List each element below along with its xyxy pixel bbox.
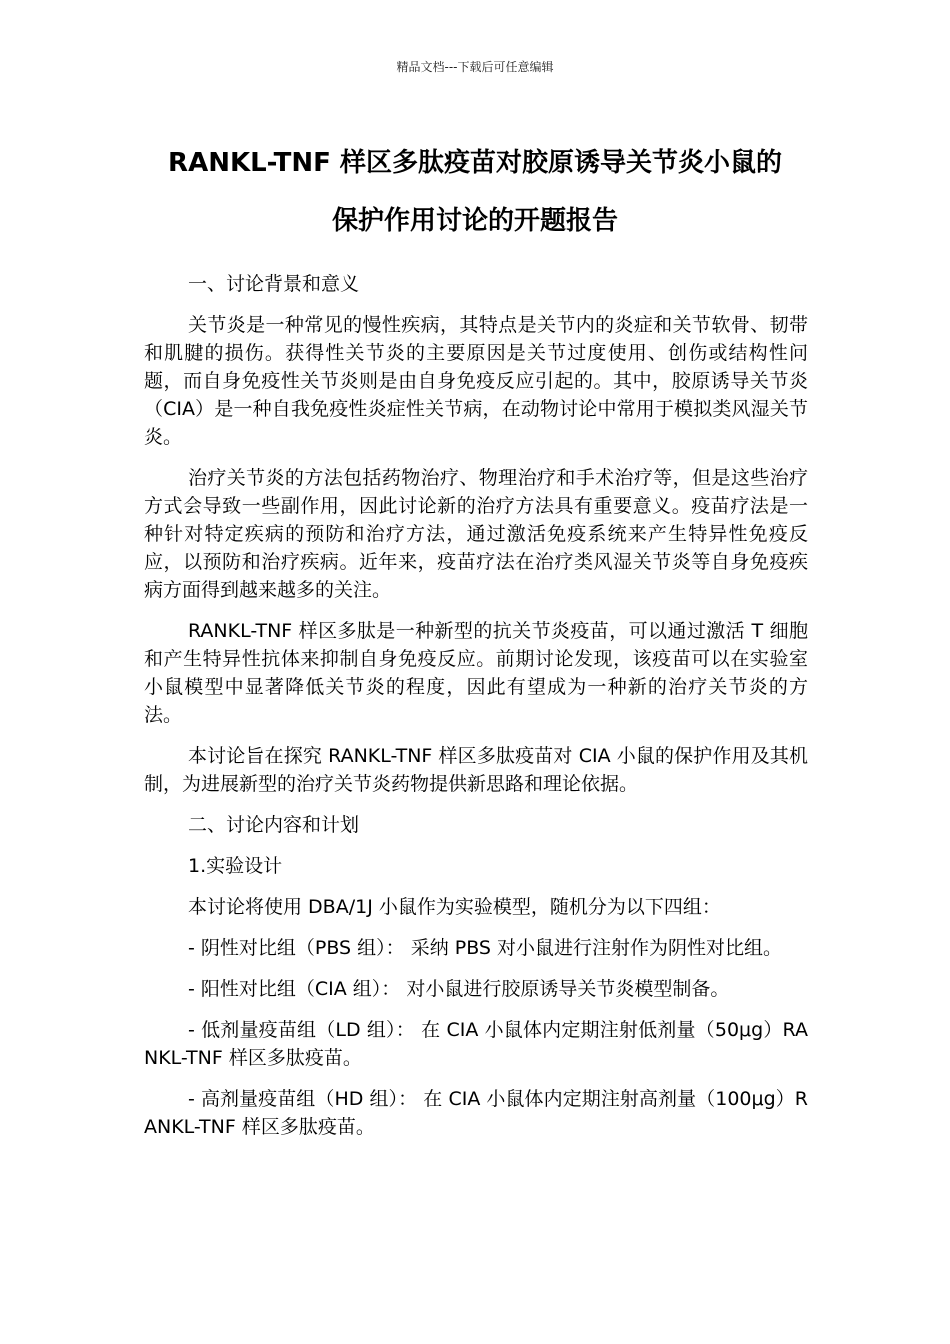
paragraph-treatment-methods: 治疗关节炎的方法包括药物治疗、物理治疗和手术治疗等，但是这些治疗方式会导致一些副作用，因此讨论新的治疗方法具有重要意义。疫苗疗法是一种针对特定疾病的预防和治疗方法，通过激活免疫系统来产生特异性免疫反应，以预防和治疗疾病。近年来，疫苗疗法在治疗类风湿关节炎等自身免疫疾病方面得到越来越多的关注。 — [144, 467, 808, 601]
list-item-group-pbs: - 阴性对比组（PBS 组）： 采纳 PBS 对小鼠进行注射作为阴性对比组。 — [188, 937, 782, 959]
section-heading-content-plan: 二、讨论内容和计划 — [188, 814, 360, 836]
subsection-heading-design: 1.实验设计 — [188, 855, 283, 877]
paragraph-arthritis-intro: 关节炎是一种常见的慢性疾病，其特点是关节内的炎症和关节软骨、韧带和肌腱的损伤。获得性关节炎的主要原因是关节过度使用、创伤或结构性问题，而自身免疫性关节炎则是由自身免疫反应引起的。其中，胶原诱导关节炎（CIA）是一种自我免疫性炎症性关节病，在动物讨论中常用于模拟类风湿关节炎。 — [144, 314, 808, 448]
paragraph-vaccine-description: RANKL-TNF 样区多肽是一种新型的抗关节炎疫苗，可以通过激活 T 细胞和产生特异性抗体来抑制自身免疫反应。前期讨论发现，该疫苗可以在实验室小鼠模型中显著降低关节炎的程度，因此有望成为一种新的治疗关节炎的方法。 — [144, 620, 808, 726]
title-line-2: 保护作用讨论的开题报告 — [331, 206, 618, 236]
document-body — [144, 270, 808, 1141]
list-item-group-hd: - 高剂量疫苗组（HD 组）： 在 CIA 小鼠体内定期注射高剂量（100μg）RANKL-TNF 样区多肽疫苗。 — [144, 1088, 808, 1138]
paragraph-study-aim: 本讨论旨在探究 RANKL-TNF 样区多肽疫苗对 CIA 小鼠的保护作用及其机制，为进展新型的治疗关节炎药物提供新思路和理论依据。 — [144, 745, 808, 795]
section-heading-background: 一、讨论背景和意义 — [188, 273, 360, 295]
title-line-1: RANKL-TNF 样区多肽疫苗对胶原诱导关节炎小鼠的 — [168, 148, 782, 178]
document-title — [120, 134, 830, 250]
header-watermark: 精品文档---下载后可任意编辑 — [396, 60, 554, 74]
paragraph-model-groups: 本讨论将使用 DBA/1J 小鼠作为实验模型，随机分为以下四组： — [188, 896, 721, 918]
list-item-group-cia: - 阳性对比组（CIA 组）： 对小鼠进行胶原诱导关节炎模型制备。 — [188, 978, 730, 1000]
list-item-group-ld: - 低剂量疫苗组（LD 组）： 在 CIA 小鼠体内定期注射低剂量（50μg）RANKL-TNF 样区多肽疫苗。 — [144, 1019, 808, 1069]
